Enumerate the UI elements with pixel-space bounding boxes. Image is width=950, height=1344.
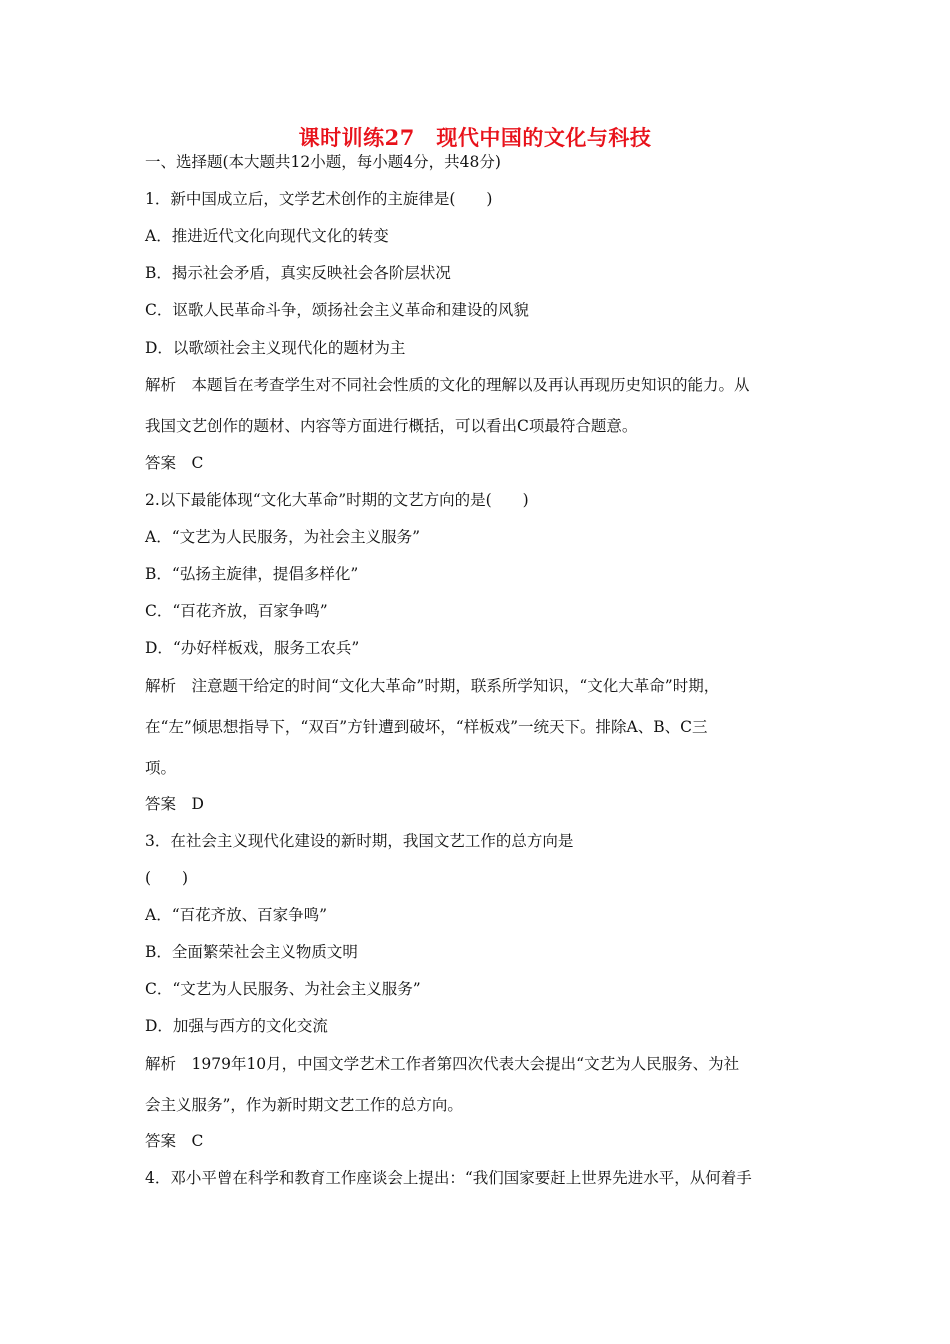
q3-option-c: C．“文艺为人民服务、为社会主义服务”	[145, 980, 421, 998]
q1-stem: 1．新中国成立后，文学艺术创作的主旋律是( )	[145, 190, 493, 208]
page-title: 课时训练27 现代中国的文化与科技	[298, 125, 652, 150]
q3-answer: 答案 C	[145, 1132, 204, 1150]
q1-analysis-line2: 我国文艺创作的题材、内容等方面进行概括，可以看出C项最符合题意。	[145, 417, 638, 435]
q3-analysis-line2: 会主义服务”，作为新时期文艺工作的总方向。	[145, 1096, 463, 1114]
q1-option-b: B．揭示社会矛盾，真实反映社会各阶层状况	[145, 264, 451, 282]
q2-stem: 2.以下最能体现“文化大革命”时期的文艺方向的是( )	[145, 491, 529, 509]
q1-option-a: A．推进近代文化向现代文化的转变	[145, 227, 389, 245]
q4-stem: 4．邓小平曾在科学和教育工作座谈会上提出：“我们国家要赶上世界先进水平，从何着手	[145, 1169, 752, 1187]
q3-analysis-line1: 解析 1979年10月，中国文学艺术工作者第四次代表大会提出“文艺为人民服务、为社	[145, 1055, 740, 1073]
q1-option-c: C．讴歌人民革命斗争，颂扬社会主义革命和建设的风貌	[145, 301, 529, 319]
q3-stem: 3．在社会主义现代化建设的新时期，我国文艺工作的总方向是	[145, 832, 574, 850]
q1-option-d: D．以歌颂社会主义现代化的题材为主	[145, 339, 406, 357]
q2-analysis-line3: 项。	[145, 759, 177, 777]
q2-answer: 答案 D	[145, 795, 204, 813]
q2-option-c: C．“百花齐放，百家争鸣”	[145, 602, 328, 620]
q2-option-b: B．“弘扬主旋律，提倡多样化”	[145, 565, 359, 583]
q2-analysis-line1: 解析 注意题干给定的时间“文化大革命”时期，联系所学知识，“文化大革命”时期，	[145, 677, 720, 695]
q1-analysis-line1: 解析 本题旨在考查学生对不同社会性质的文化的理解以及再认再现历史知识的能力。从	[145, 376, 750, 394]
q2-analysis-line2: 在“左”倾思想指导下，“双百”方针遭到破坏，“样板戏”一统天下。排除A、B、C三	[145, 718, 708, 736]
q1-answer: 答案 C	[145, 454, 204, 472]
q2-option-a: A．“文艺为人民服务，为社会主义服务”	[145, 528, 421, 546]
q3-option-a: A．“百花齐放、百家争鸣”	[145, 906, 328, 924]
q3-option-b: B．全面繁荣社会主义物质文明	[145, 943, 358, 961]
q2-option-d: D．“办好样板戏，服务工农兵”	[145, 639, 360, 657]
q3-option-d: D．加强与西方的文化交流	[145, 1017, 328, 1035]
q3-answer-paren: ( )	[145, 869, 189, 887]
section-heading: 一、选择题(本大题共12小题，每小题4分，共48分)	[145, 153, 501, 171]
